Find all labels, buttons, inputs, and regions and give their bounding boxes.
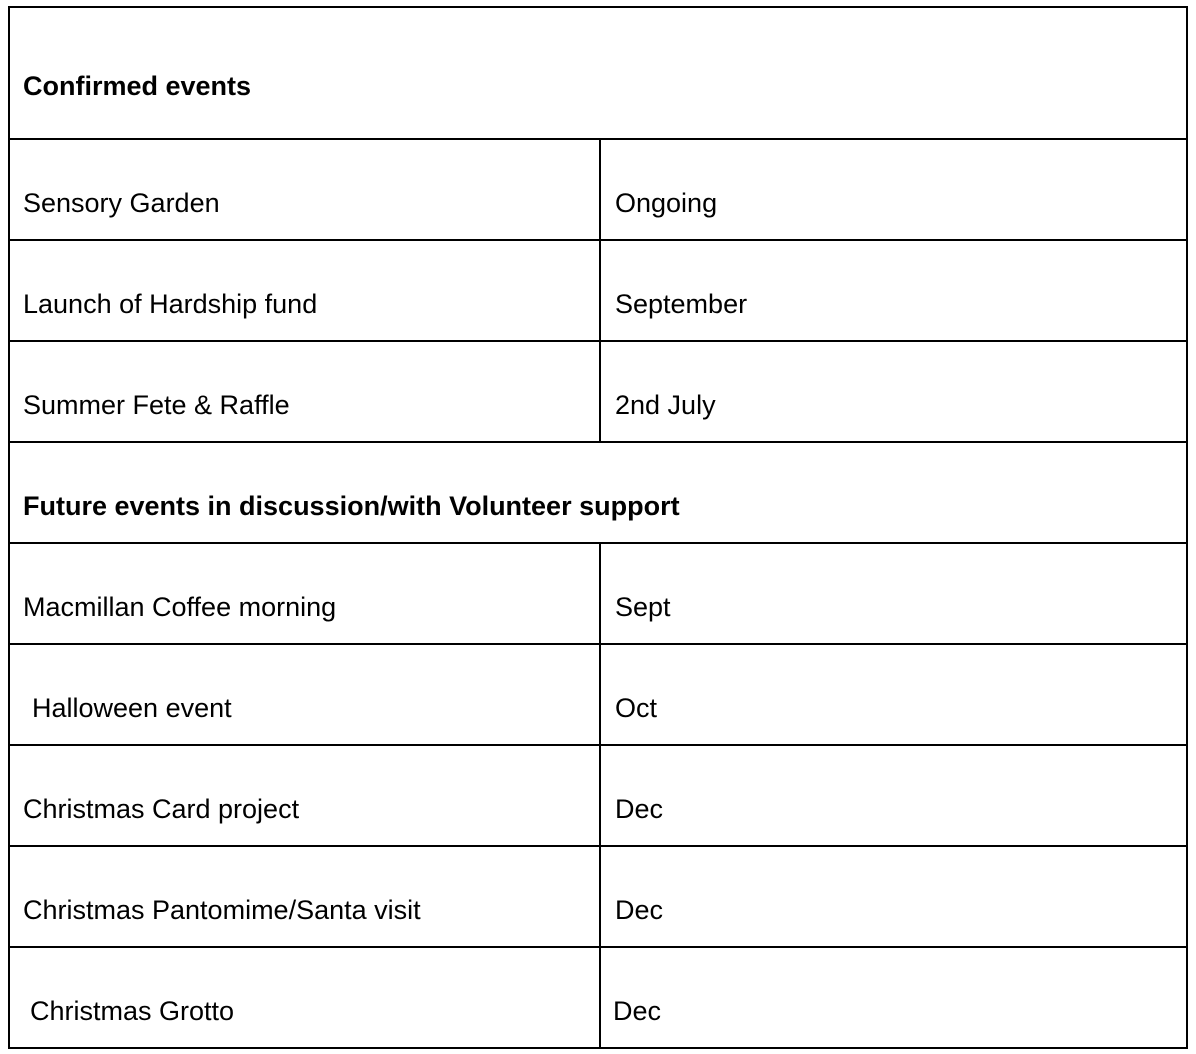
event-date: Ongoing — [615, 187, 718, 218]
table-row — [9, 644, 1187, 745]
event-name-cell — [9, 543, 600, 644]
table-row — [9, 341, 1187, 442]
event-date: Oct — [615, 692, 658, 723]
event-name-cell — [9, 947, 600, 1048]
event-name: Christmas Card project — [23, 793, 300, 824]
event-name: Halloween event — [32, 692, 232, 723]
event-date-cell — [600, 139, 1187, 240]
event-name: Sensory Garden — [23, 187, 220, 218]
future-events-header-row — [9, 442, 1187, 543]
event-name-cell — [9, 240, 600, 341]
events-table — [8, 6, 1188, 1049]
event-date-cell — [600, 240, 1187, 341]
table-row — [9, 745, 1187, 846]
event-date: 2nd July — [615, 389, 716, 420]
event-name-cell — [9, 139, 600, 240]
event-date-cell — [600, 543, 1187, 644]
event-name-cell — [9, 846, 600, 947]
future-events-heading-cell — [9, 442, 1187, 543]
event-name: Christmas Pantomime/Santa visit — [23, 894, 421, 925]
table-row — [9, 947, 1187, 1048]
confirmed-events-header-row — [9, 7, 1187, 139]
table-row — [9, 139, 1187, 240]
event-name-cell — [9, 341, 600, 442]
table-row — [9, 543, 1187, 644]
event-date-cell — [600, 745, 1187, 846]
event-name: Summer Fete & Raffle — [23, 389, 290, 420]
event-name: Macmillan Coffee morning — [23, 591, 337, 622]
table-row — [9, 846, 1187, 947]
event-date-cell — [600, 846, 1187, 947]
event-name-cell — [9, 644, 600, 745]
event-date: Sept — [615, 591, 671, 622]
event-name-cell — [9, 745, 600, 846]
confirmed-events-heading: Confirmed events — [23, 71, 252, 102]
future-events-heading: Future events in discussion/with Volunteer support — [23, 490, 680, 521]
event-date: September — [615, 288, 748, 319]
confirmed-events-heading-cell — [9, 7, 1187, 139]
event-name: Christmas Grotto — [30, 995, 235, 1026]
event-name: Launch of Hardship fund — [23, 288, 318, 319]
event-date: Dec — [613, 995, 662, 1026]
event-date-cell — [600, 644, 1187, 745]
event-date-cell — [600, 341, 1187, 442]
event-date-cell — [600, 947, 1187, 1048]
event-date: Dec — [615, 793, 664, 824]
event-date: Dec — [615, 894, 664, 925]
table-row — [9, 240, 1187, 341]
